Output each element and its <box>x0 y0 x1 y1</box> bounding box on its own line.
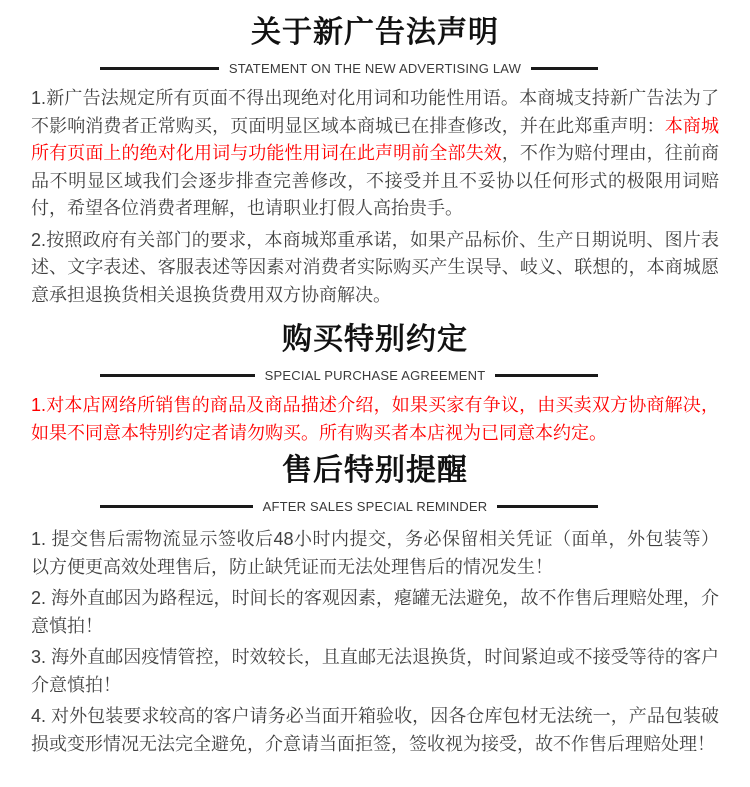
section-body-advertising-law <box>31 85 719 309</box>
section-body-after-sales <box>31 526 719 758</box>
section-header-after-sales <box>0 456 750 514</box>
paragraph <box>31 526 719 581</box>
paragraph <box>31 703 719 758</box>
body-text: 1. 提交售后需物流显示签收后48小时内提交，务必保留相关凭证（面单，外包装等）以方便更高效处理售后，防止缺凭证而无法处理售后的情况发生！ <box>31 529 719 577</box>
section-title-purchase-agreement: 购买特别约定 <box>282 323 468 356</box>
body-text: 2. 海外直邮因为路程远，时间长的客观因素，瘪罐无法避免，故不作售后理赔处理，介意慎拍！ <box>31 588 719 636</box>
section-body-purchase-agreement <box>31 392 719 447</box>
section-subtitle-advertising-law: STATEMENT ON THE NEW ADVERTISING LAW <box>219 61 531 77</box>
section-subtitle-after-sales: AFTER SALES SPECIAL REMINDER <box>253 499 498 515</box>
section-subtitle-row <box>0 367 750 383</box>
paragraph <box>31 227 719 310</box>
body-text: 2.按照政府有关部门的要求，本商城郑重承诺，如果产品标价、生产日期说明、图片表述、文字表述、客服表述等因素对消费者实际购买产生误导、岐义、联想的，本商城愿意承担退换货相关退换货费用双方协商解决。 <box>31 229 719 305</box>
paragraph <box>31 585 719 640</box>
section-header-purchase-agreement <box>0 325 750 383</box>
body-text: 1.新广告法规定所有页面不得出现绝对化用词和功能性用语。本商城支持新广告法为了不影响消费者正常购买，页面明显区域本商城已在排查修改，并在此郑重声明： <box>31 88 719 136</box>
highlighted-text: 1.对本店网络所销售的商品及商品描述介绍，如果买家有争议，由买卖双方协商解决，如果不同意本特别约定者请勿购买。所有购买者本店视为已同意本约定。 <box>31 395 719 443</box>
highlighted-text: 本商城所有页面上的绝对化用词与功能性用词在此声明前全部失效 <box>31 115 719 163</box>
body-text: 4. 对外包装要求较高的客户请务必当面开箱验收，因各仓库包材无法统一，产品包装破损或变形情况无法完全避免，介意请当面拒签，签收视为接受，故不作售后理赔处理！ <box>31 706 719 754</box>
section-header-advertising-law <box>0 18 750 76</box>
paragraph <box>31 85 719 223</box>
body-text: 3. 海外直邮因疫情管控，时效较长，且直邮无法退换货，时间紧迫或不接受等待的客户介意慎拍！ <box>31 647 719 695</box>
section-title-after-sales: 售后特别提醒 <box>282 454 468 487</box>
section-subtitle-row <box>0 498 750 514</box>
section-title-advertising-law: 关于新广告法声明 <box>251 16 499 49</box>
section-subtitle-purchase-agreement: SPECIAL PURCHASE AGREEMENT <box>255 368 496 384</box>
paragraph <box>31 644 719 699</box>
paragraph <box>31 392 719 447</box>
section-subtitle-row <box>0 60 750 76</box>
body-text: ，不作为赔付理由，往前商品不明显区域我们会逐步排查完善修改，不接受并且不妥协以任何形式的极限用词赔付，希望各位消费者理解，也请职业打假人高抬贵手。 <box>31 143 720 218</box>
